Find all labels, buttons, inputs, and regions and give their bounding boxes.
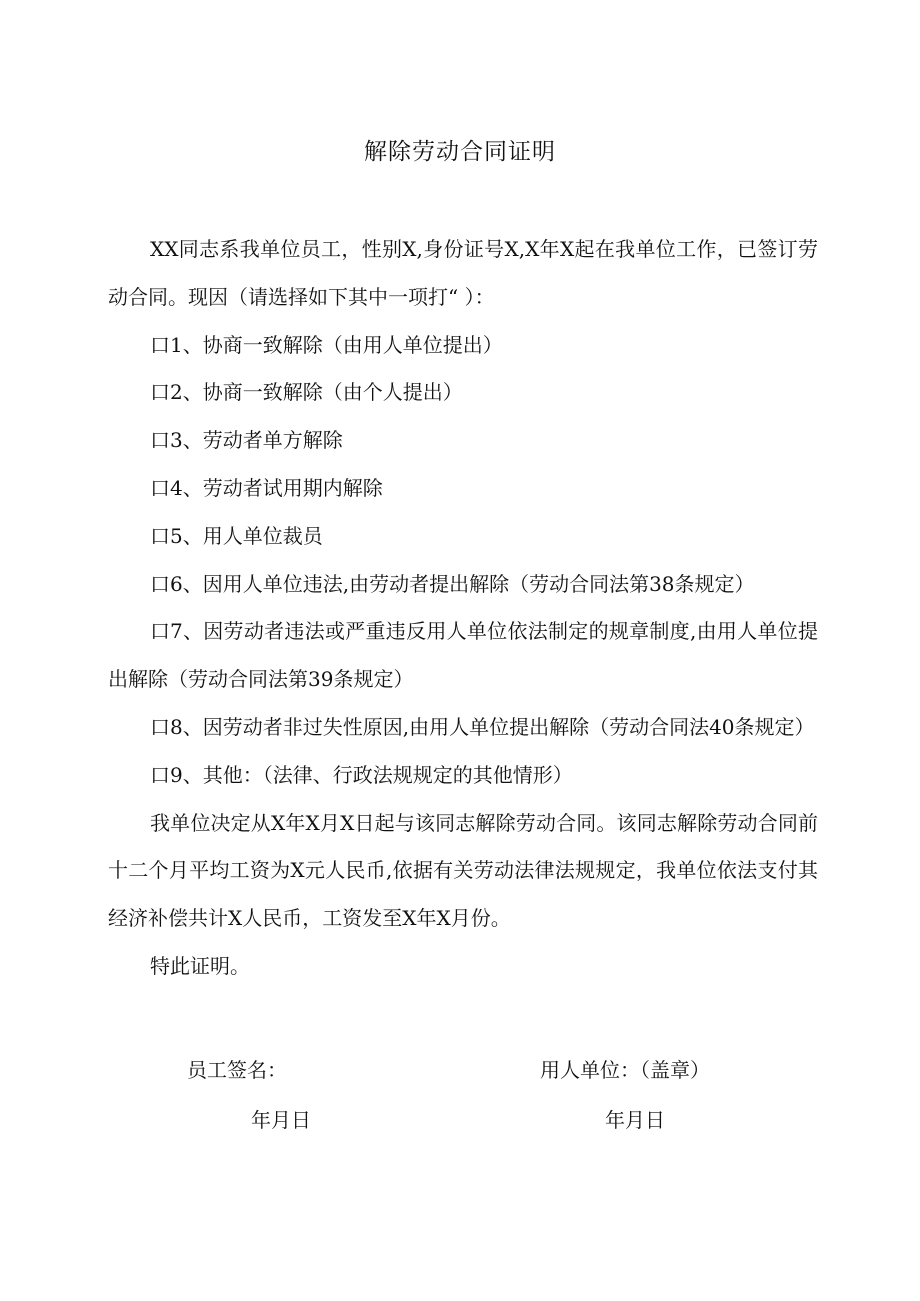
option-item-2 <box>108 369 818 417</box>
option-item-9 <box>108 752 818 800</box>
option-label: 6、因用人单位违法,由劳动者提出解除（劳动合同法第38条规定） <box>170 571 755 596</box>
checkbox-icon[interactable]: 口 <box>150 571 170 596</box>
option-label: 3、劳动者单方解除 <box>170 428 343 453</box>
option-item-4 <box>108 465 818 513</box>
option-label: 2、协商一致解除（由个人提出） <box>170 380 463 405</box>
option-item-1 <box>108 322 818 370</box>
option-item-3 <box>108 417 818 465</box>
option-label: 4、劳动者试用期内解除 <box>170 475 383 500</box>
checkbox-icon[interactable]: 口 <box>150 762 170 787</box>
option-item-5 <box>108 513 818 561</box>
option-label: 9、其他：（法律、行政法规规定的其他情形） <box>170 762 573 787</box>
decision-paragraph: 我单位决定从X年X月X日起与该同志解除劳动合同。该同志解除劳动合同前十二个月平均工资为X元人民币,依据有关劳动法律法规规定，我单位依法支付其经济补偿共计X人民币，工资发至X年X月份。 <box>108 810 818 931</box>
employee-date-label: 年月日 <box>251 1108 311 1132</box>
option-item-7 <box>108 608 818 704</box>
employee-signature-label: 员工签名： <box>187 1058 287 1082</box>
document-body <box>108 226 818 991</box>
checkbox-icon[interactable]: 口 <box>150 332 170 357</box>
checkbox-icon[interactable]: 口 <box>150 523 170 548</box>
option-label: 1、协商一致解除（由用人单位提出） <box>170 332 503 357</box>
intro-paragraph: XX同志系我单位员工，性别X,身份证号X,X年X起在我单位工作，已签订劳动合同。现因（请选择如下其中一项打“ ）： <box>108 237 818 309</box>
employer-date-label: 年月日 <box>605 1108 665 1132</box>
option-label: 8、因劳动者非过失性原因,由用人单位提出解除（劳动合同法40条规定） <box>170 714 815 739</box>
document-title: 解除劳动合同证明 <box>364 139 556 165</box>
checkbox-icon[interactable]: 口 <box>150 475 170 500</box>
checkbox-icon[interactable]: 口 <box>150 714 170 739</box>
option-item-8 <box>108 704 818 752</box>
option-label: 5、用人单位裁员 <box>170 523 323 548</box>
checkbox-icon[interactable]: 口 <box>150 380 170 405</box>
option-item-6 <box>108 561 818 609</box>
closing-text: 特此证明。 <box>150 953 250 978</box>
checkbox-icon[interactable]: 口 <box>150 428 170 453</box>
option-label: 7、因劳动者违法或严重违反用人单位依法制定的规章制度,由用人单位提出解除（劳动合同法第39条规定） <box>108 619 818 692</box>
employer-seal-label: 用人单位：（盖章） <box>540 1058 710 1082</box>
checkbox-icon[interactable]: 口 <box>150 619 170 644</box>
